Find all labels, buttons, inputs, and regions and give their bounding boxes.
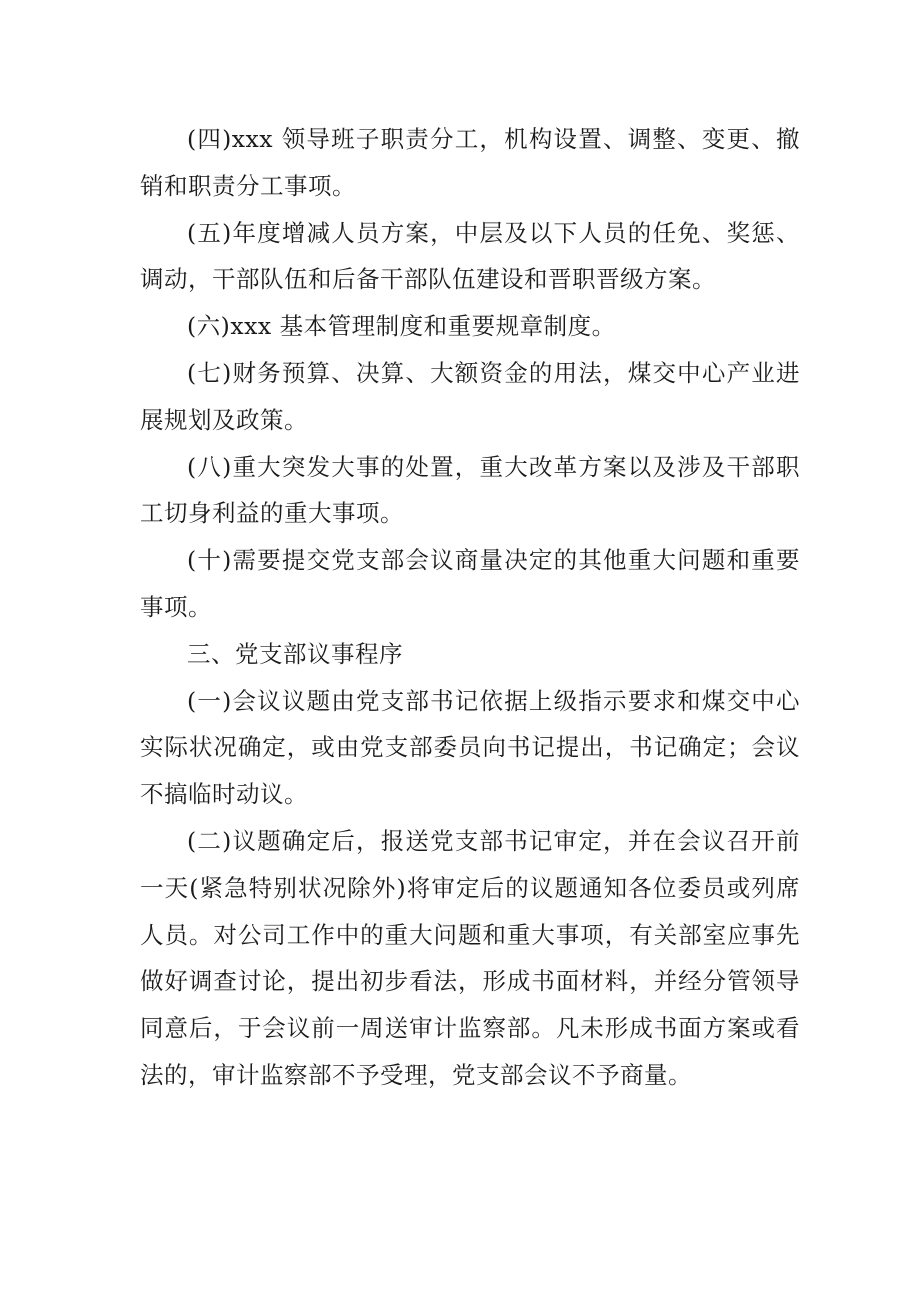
paragraph-item-10: (十)需要提交党支部会议商量决定的其他重大问题和重要事项。	[140, 546, 800, 621]
paragraph-item-8: (八)重大突发大事的处置，重大改革方案以及涉及干部职工切身利益的重大事项。	[140, 452, 800, 528]
paragraph-item-7: (七)财务预算、决算、大额资金的用法，煤交中心产业进展规划及政策。	[140, 358, 800, 434]
paragraph-item-4: (四)xxx 领导班子职责分工，机构设置、调整、变更、撤销和职责分工事项。	[140, 125, 800, 200]
paragraph-item-5: (五)年度增减人员方案，中层及以下人员的任免、奖惩、调动，干部队伍和后备干部队伍建设和晋职晋级方案。	[140, 218, 800, 294]
procedure-item-2: (二)议题确定后，报送党支部书记审定，并在会议召开前一天(紧急特别状况除外)将审定后的议题通知各位委员或列席人员。对公司工作中的重大问题和重大事项，有关部室应事先做好调查讨论，提出初步看法，形成书面材料，并经分管领导同意后，于会议前一周送审计监察部。凡未形成书面方案或看法的，审计监察部不予受理，党支部会议不予商量。	[140, 826, 800, 1089]
section-heading-procedure: 三、党支部议事程序	[187, 639, 403, 668]
paragraph-item-6: (六)xxx 基本管理制度和重要规章制度。	[187, 312, 616, 341]
document-body	[140, 116, 800, 1099]
procedure-item-1: (一)会议议题由党支部书记依据上级指示要求和煤交中心实际状况确定，或由党支部委员向书记提出，书记确定；会议不搞临时动议。	[140, 686, 800, 809]
